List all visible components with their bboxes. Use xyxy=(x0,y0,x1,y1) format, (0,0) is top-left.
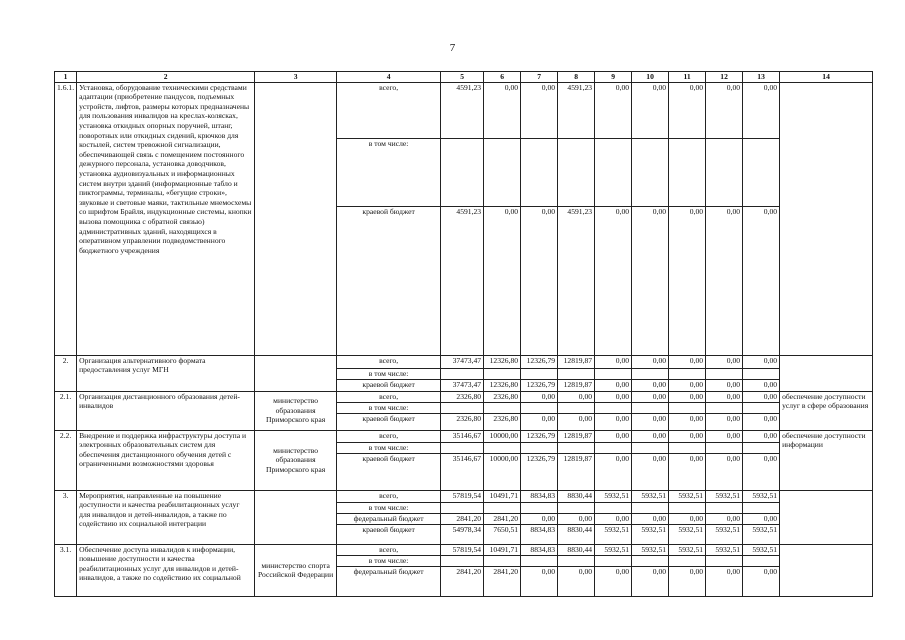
expected-result xyxy=(780,355,873,391)
amount-cell: 12326,79 xyxy=(521,453,558,490)
amount-cell xyxy=(669,402,706,413)
amount-cell: 8830,44 xyxy=(558,544,595,555)
amount-cell: 37473,47 xyxy=(441,379,484,391)
amount-cell: 0,00 xyxy=(706,379,743,391)
amount-cell: 2841,20 xyxy=(484,566,521,596)
amount-cell: 0,00 xyxy=(632,82,669,138)
table-row xyxy=(55,355,873,368)
amount-cell xyxy=(706,442,743,453)
amount-cell xyxy=(558,368,595,379)
amount-cell xyxy=(441,502,484,513)
amount-cell: 0,00 xyxy=(632,355,669,368)
amount-cell xyxy=(706,402,743,413)
amount-cell xyxy=(632,442,669,453)
amount-cell: 8830,44 xyxy=(558,524,595,544)
amount-cell: 0,00 xyxy=(595,206,632,355)
amount-cell: 4591,23 xyxy=(558,82,595,138)
expected-result xyxy=(780,490,873,544)
measure-description: Установка, оборудование техническими средствами адаптации (приобретение пандусов, подъемных устройств, лифтов, размеры которых предназначены для пользования инвалидов на креслах-колясках, установка откидных опорных поручней, штанг, поворотных или откидных сидений, крючков для костылей, систем тревожной сигнализации, обеспечивающей связь с помещением постоянного дежурного персонала, установка доводчиков, установка аудиовизуальных и информационных систем внутри зданий (информационные табло и пиктограммы, терминалы, «бегущие строки», звуковые и световые маяки, тактильные мнемосхемы со шрифтом Брайля, индукционные системы, кнопки вызова помощника с обратной связью) административных зданий, находящихся в оперативном управлении подведомственного бюджетного учреждения xyxy=(77,82,255,355)
amount-cell: 0,00 xyxy=(669,82,706,138)
amount-cell: 12326,79 xyxy=(521,430,558,442)
amount-cell: 5932,51 xyxy=(743,490,780,502)
table-row xyxy=(55,544,873,555)
funding-source: в том числе: xyxy=(337,368,441,379)
amount-cell: 0,00 xyxy=(743,430,780,442)
row-number: 2.1. xyxy=(55,391,77,430)
amount-cell: 0,00 xyxy=(521,391,558,402)
amount-cell: 0,00 xyxy=(706,566,743,596)
amount-cell: 12819,87 xyxy=(558,453,595,490)
amount-cell: 5932,51 xyxy=(706,524,743,544)
funding-source: всего, xyxy=(337,82,441,138)
amount-cell: 5932,51 xyxy=(669,544,706,555)
amount-cell: 5932,51 xyxy=(669,490,706,502)
amount-cell: 4591,23 xyxy=(441,82,484,138)
amount-cell: 0,00 xyxy=(558,566,595,596)
amount-cell: 2326,80 xyxy=(484,391,521,402)
funding-source: краевой бюджет xyxy=(337,379,441,391)
amount-cell: 10491,71 xyxy=(484,490,521,502)
amount-cell: 5932,51 xyxy=(632,524,669,544)
amount-cell xyxy=(706,502,743,513)
amount-cell: 0,00 xyxy=(743,82,780,138)
amount-cell: 5932,51 xyxy=(595,544,632,555)
amount-cell: 8834,83 xyxy=(521,524,558,544)
amount-cell: 0,00 xyxy=(521,513,558,524)
executor xyxy=(255,490,337,544)
amount-cell: 0,00 xyxy=(669,513,706,524)
expected-result: обеспечение доступности информации xyxy=(780,430,873,490)
amount-cell: 0,00 xyxy=(706,355,743,368)
header-cell: 3 xyxy=(255,72,337,83)
funding-source: федеральный бюджет xyxy=(337,566,441,596)
amount-cell xyxy=(743,442,780,453)
amount-cell: 0,00 xyxy=(558,513,595,524)
header-row xyxy=(55,72,873,83)
amount-cell: 0,00 xyxy=(484,206,521,355)
funding-source: всего, xyxy=(337,544,441,555)
amount-cell: 5932,51 xyxy=(595,490,632,502)
table-row xyxy=(55,82,873,138)
amount-cell xyxy=(441,555,484,566)
amount-cell: 0,00 xyxy=(669,453,706,490)
row-number: 3. xyxy=(55,490,77,544)
amount-cell xyxy=(669,555,706,566)
amount-cell: 0,00 xyxy=(595,82,632,138)
amount-cell: 12326,80 xyxy=(484,355,521,368)
amount-cell xyxy=(632,368,669,379)
amount-cell: 0,00 xyxy=(595,391,632,402)
amount-cell: 0,00 xyxy=(632,413,669,430)
amount-cell: 0,00 xyxy=(595,355,632,368)
header-cell: 8 xyxy=(558,72,595,83)
executor: министерство образования Приморского края xyxy=(255,391,337,430)
funding-source: всего, xyxy=(337,490,441,502)
funding-source: краевой бюджет xyxy=(337,524,441,544)
amount-cell xyxy=(743,368,780,379)
amount-cell: 2326,80 xyxy=(441,413,484,430)
amount-cell xyxy=(484,402,521,413)
amount-cell xyxy=(743,502,780,513)
amount-cell: 0,00 xyxy=(632,430,669,442)
amount-cell: 0,00 xyxy=(706,513,743,524)
amount-cell xyxy=(595,402,632,413)
amount-cell: 0,00 xyxy=(632,379,669,391)
funding-source: краевой бюджет xyxy=(337,206,441,355)
amount-cell: 0,00 xyxy=(595,379,632,391)
amount-cell xyxy=(484,502,521,513)
amount-cell: 0,00 xyxy=(632,453,669,490)
amount-cell xyxy=(632,138,669,206)
amount-cell xyxy=(706,555,743,566)
amount-cell xyxy=(706,138,743,206)
amount-cell: 0,00 xyxy=(706,430,743,442)
amount-cell: 0,00 xyxy=(706,413,743,430)
amount-cell: 8834,83 xyxy=(521,490,558,502)
amount-cell xyxy=(743,555,780,566)
header-cell: 13 xyxy=(743,72,780,83)
funding-source: всего, xyxy=(337,355,441,368)
amount-cell: 0,00 xyxy=(669,566,706,596)
amount-cell: 0,00 xyxy=(743,355,780,368)
amount-cell xyxy=(521,138,558,206)
header-cell: 6 xyxy=(484,72,521,83)
amount-cell: 0,00 xyxy=(595,566,632,596)
table-row xyxy=(55,391,873,402)
row-number: 2.2. xyxy=(55,430,77,490)
row-number: 1.6.1. xyxy=(55,82,77,355)
executor: министерство спорта Российской Федерации xyxy=(255,544,337,596)
header-cell: 7 xyxy=(521,72,558,83)
amount-cell: 5932,51 xyxy=(669,524,706,544)
amount-cell: 0,00 xyxy=(632,206,669,355)
amount-cell xyxy=(558,442,595,453)
amount-cell: 0,00 xyxy=(743,566,780,596)
amount-cell xyxy=(743,402,780,413)
amount-cell: 12819,87 xyxy=(558,379,595,391)
amount-cell: 0,00 xyxy=(669,413,706,430)
amount-cell xyxy=(441,138,484,206)
amount-cell: 0,00 xyxy=(632,391,669,402)
amount-cell: 2841,20 xyxy=(484,513,521,524)
funding-source: всего, xyxy=(337,430,441,442)
amount-cell: 10491,71 xyxy=(484,544,521,555)
amount-cell: 0,00 xyxy=(743,379,780,391)
header-cell: 4 xyxy=(337,72,441,83)
amount-cell: 35146,67 xyxy=(441,453,484,490)
amount-cell: 0,00 xyxy=(743,206,780,355)
amount-cell xyxy=(632,502,669,513)
amount-cell: 0,00 xyxy=(743,391,780,402)
amount-cell: 0,00 xyxy=(521,566,558,596)
amount-cell: 0,00 xyxy=(706,453,743,490)
amount-cell: 0,00 xyxy=(595,413,632,430)
amount-cell xyxy=(595,368,632,379)
page-number: 7 xyxy=(449,42,456,54)
amount-cell: 0,00 xyxy=(669,379,706,391)
amount-cell: 0,00 xyxy=(595,430,632,442)
amount-cell xyxy=(632,402,669,413)
amount-cell: 5932,51 xyxy=(743,544,780,555)
header-cell: 14 xyxy=(780,72,873,83)
header-cell: 5 xyxy=(441,72,484,83)
funding-source: в том числе: xyxy=(337,502,441,513)
amount-cell xyxy=(484,138,521,206)
amount-cell xyxy=(521,502,558,513)
amount-cell: 0,00 xyxy=(484,82,521,138)
amount-cell xyxy=(521,442,558,453)
measure-description: Организация дистанционного образования детей-инвалидов xyxy=(77,391,255,430)
funding-source: краевой бюджет xyxy=(337,453,441,490)
amount-cell xyxy=(669,502,706,513)
amount-cell xyxy=(484,555,521,566)
amount-cell xyxy=(595,555,632,566)
amount-cell xyxy=(441,368,484,379)
expected-result xyxy=(780,82,873,355)
amount-cell xyxy=(743,138,780,206)
amount-cell: 4591,23 xyxy=(441,206,484,355)
amount-cell: 0,00 xyxy=(669,355,706,368)
amount-cell: 37473,47 xyxy=(441,355,484,368)
amount-cell: 7650,51 xyxy=(484,524,521,544)
amount-cell: 4591,23 xyxy=(558,206,595,355)
expected-result: обеспечение доступности услуг в сфере образования xyxy=(780,391,873,430)
amount-cell: 0,00 xyxy=(558,413,595,430)
amount-cell: 2841,20 xyxy=(441,566,484,596)
row-number: 3.1. xyxy=(55,544,77,596)
expected-result xyxy=(780,544,873,596)
amount-cell: 12819,87 xyxy=(558,430,595,442)
amount-cell xyxy=(595,502,632,513)
amount-cell: 12326,79 xyxy=(521,379,558,391)
amount-cell xyxy=(484,442,521,453)
amount-cell: 54978,34 xyxy=(441,524,484,544)
amount-cell xyxy=(521,555,558,566)
amount-cell xyxy=(669,138,706,206)
executor xyxy=(255,82,337,355)
amount-cell: 0,00 xyxy=(595,513,632,524)
amount-cell: 0,00 xyxy=(743,413,780,430)
header-cell: 2 xyxy=(77,72,255,83)
amount-cell: 8834,83 xyxy=(521,544,558,555)
amount-cell: 5932,51 xyxy=(706,544,743,555)
amount-cell xyxy=(632,555,669,566)
amount-cell: 0,00 xyxy=(632,566,669,596)
amount-cell: 5932,51 xyxy=(632,490,669,502)
amount-cell: 0,00 xyxy=(632,513,669,524)
amount-cell xyxy=(558,402,595,413)
amount-cell: 2326,80 xyxy=(441,391,484,402)
table-row xyxy=(55,490,873,502)
amount-cell xyxy=(558,502,595,513)
amount-cell xyxy=(595,442,632,453)
measure-description: Внедрение и поддержка инфраструктуры доступа и электронных образовательных систем для обеспечения дистанционного обучения детей с ограниченными возможностями здоровья xyxy=(77,430,255,490)
amount-cell xyxy=(669,368,706,379)
amount-cell: 0,00 xyxy=(669,430,706,442)
amount-cell: 5932,51 xyxy=(743,524,780,544)
measure-description: Мероприятия, направленные на повышение доступности и качества реабилитационных услуг для инвалидов и детей-инвалидов, а также по содействию их социальной интеграции xyxy=(77,490,255,544)
header-cell: 10 xyxy=(632,72,669,83)
amount-cell: 12819,87 xyxy=(558,355,595,368)
amount-cell: 0,00 xyxy=(669,391,706,402)
amount-cell: 5932,51 xyxy=(595,524,632,544)
funding-source: федеральный бюджет xyxy=(337,513,441,524)
funding-source: в том числе: xyxy=(337,442,441,453)
amount-cell: 0,00 xyxy=(521,206,558,355)
funding-source: в том числе: xyxy=(337,402,441,413)
header-cell: 1 xyxy=(55,72,77,83)
amount-cell xyxy=(669,442,706,453)
amount-cell: 57819,54 xyxy=(441,490,484,502)
amount-cell xyxy=(521,402,558,413)
amount-cell: 0,00 xyxy=(521,413,558,430)
amount-cell: 5932,51 xyxy=(632,544,669,555)
amount-cell: 2841,20 xyxy=(441,513,484,524)
funding-source: всего, xyxy=(337,391,441,402)
amount-cell xyxy=(558,138,595,206)
amount-cell: 0,00 xyxy=(595,453,632,490)
funding-source: в том числе: xyxy=(337,138,441,206)
amount-cell xyxy=(441,402,484,413)
amount-cell: 0,00 xyxy=(669,206,706,355)
amount-cell xyxy=(484,368,521,379)
table-row xyxy=(55,430,873,442)
funding-source: в том числе: xyxy=(337,555,441,566)
measure-description: Организация альтернативного формата предоставления услуг МГН xyxy=(77,355,255,391)
amount-cell: 10000,00 xyxy=(484,453,521,490)
measure-description: Обеспечение доступа инвалидов к информации, повышение доступности и качества реабилитационных услуг для инвалидов и детей-инвалидов, а также по содействию их социальной xyxy=(77,544,255,596)
amount-cell: 0,00 xyxy=(706,391,743,402)
amount-cell: 35146,67 xyxy=(441,430,484,442)
amount-cell: 12326,80 xyxy=(484,379,521,391)
amount-cell xyxy=(595,138,632,206)
header-cell: 9 xyxy=(595,72,632,83)
amount-cell: 0,00 xyxy=(558,391,595,402)
amount-cell: 2326,80 xyxy=(484,413,521,430)
amount-cell: 0,00 xyxy=(706,206,743,355)
amount-cell xyxy=(706,368,743,379)
amount-cell: 0,00 xyxy=(743,513,780,524)
header-cell: 12 xyxy=(706,72,743,83)
amount-cell: 0,00 xyxy=(743,453,780,490)
amount-cell xyxy=(521,368,558,379)
amount-cell: 5932,51 xyxy=(706,490,743,502)
executor xyxy=(255,355,337,391)
amount-cell: 0,00 xyxy=(521,82,558,138)
amount-cell: 12326,79 xyxy=(521,355,558,368)
amount-cell: 57819,54 xyxy=(441,544,484,555)
amount-cell xyxy=(441,442,484,453)
amount-cell: 10000,00 xyxy=(484,430,521,442)
funding-source: краевой бюджет xyxy=(337,413,441,430)
executor: министерство образования Приморского края xyxy=(255,430,337,490)
amount-cell: 8830,44 xyxy=(558,490,595,502)
header-cell: 11 xyxy=(669,72,706,83)
amount-cell: 0,00 xyxy=(706,82,743,138)
row-number: 2. xyxy=(55,355,77,391)
amount-cell xyxy=(558,555,595,566)
budget-table xyxy=(54,71,873,597)
